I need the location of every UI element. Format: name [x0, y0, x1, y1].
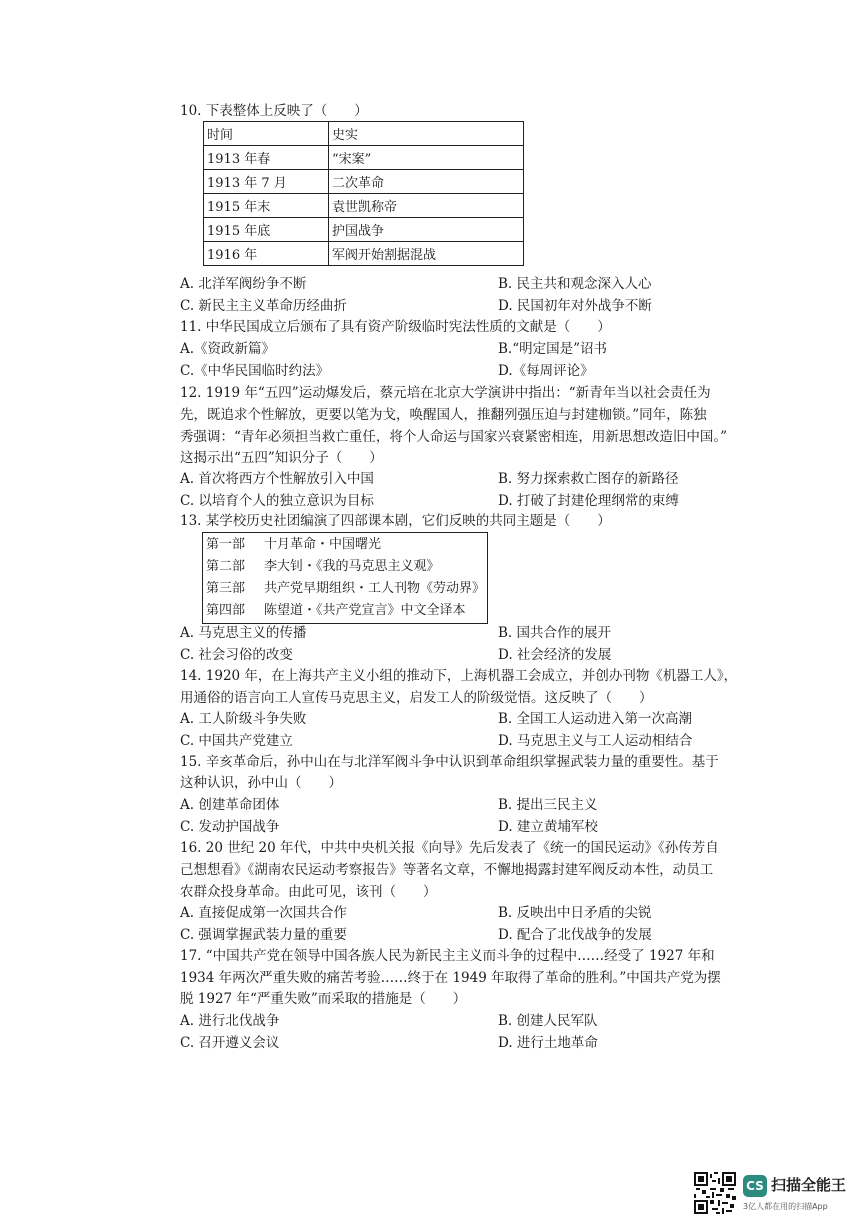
list-item [206, 557, 440, 577]
table-row [204, 194, 524, 218]
q11-stem: 11. 中华民国成立后颁布了具有资产阶级临时宪法性质的文献是（ ） [180, 319, 611, 335]
q14-option-a: A. 工人阶级斗争失败 [180, 711, 307, 727]
list-item [206, 535, 381, 555]
q12-option-d: D. 打破了封建伦理纲常的束缚 [498, 493, 679, 509]
play-title: 十月革命・中国曙光 [264, 537, 382, 552]
play-title: 陈望道・《共产党宣言》中文全译本 [264, 603, 466, 618]
table-cell: 护国战争 [329, 218, 524, 242]
table-header-cell: 时间 [204, 122, 329, 146]
q10-table [203, 121, 524, 266]
q10-option-b: B. 民主共和观念深入人心 [498, 276, 652, 292]
q16-option-c: C. 强调掌握武装力量的重要 [180, 927, 347, 943]
q15-option-d: D. 建立黄埔军校 [498, 819, 598, 835]
q13-play-list-box [202, 532, 488, 624]
table-cell: 1916 年 [204, 242, 329, 266]
list-item [206, 579, 485, 599]
table-cell: 二次革命 [329, 170, 524, 194]
q16-option-b: B. 反映出中日矛盾的尖锐 [498, 905, 652, 921]
q14-stem-line2: 用通俗的语言向工人宣传马克思主义，启发工人的阶级觉悟。这反映了（ ） [180, 690, 653, 706]
q15-stem-line1: 15. 辛亥革命后，孙中山在与北洋军阀斗争中认识到革命组织掌握武装力量的重要性。基于 [180, 754, 719, 770]
q12-stem-line3: 秀强调：“青年必须担当救亡重任，将个人命运与国家兴衰紧密相连，用新思想改造旧中国。” [180, 429, 728, 445]
q17-option-b: B. 创建人民军队 [498, 1013, 598, 1029]
q10-option-d: D. 民国初年对外战争不断 [498, 298, 652, 314]
camscanner-name: 扫描全能王 [771, 1176, 847, 1194]
q13-option-b: B. 国共合作的展开 [498, 625, 612, 641]
table-row [204, 170, 524, 194]
q15-option-c: C. 发动护国战争 [180, 819, 280, 835]
q16-stem-line1: 16. 20 世纪 20 年代，中共中央机关报《向导》先后发表了《统一的国民运动》《孙传芳自 [180, 840, 719, 856]
play-part-label: 第二部 [206, 559, 246, 574]
q17-option-c: C. 召开遵义会议 [180, 1035, 280, 1051]
q11-option-b: B.“明定国是”诏书 [498, 341, 608, 357]
table-header-row [204, 122, 524, 146]
play-part-label: 第四部 [206, 603, 246, 618]
q12-option-c: C. 以培育个人的独立意识为目标 [180, 493, 374, 509]
q15-option-b: B. 提出三民主义 [498, 797, 598, 813]
q15-option-a: A. 创建革命团体 [180, 797, 280, 813]
qr-code-icon [694, 1172, 736, 1214]
q17-option-a: A. 进行北伐战争 [180, 1013, 280, 1029]
table-cell: “宋案” [329, 146, 524, 170]
table-cell: 1915 年末 [204, 194, 329, 218]
q11-option-c: C.《中华民国临时约法》 [180, 363, 330, 379]
table-header-cell: 史实 [329, 122, 524, 146]
q16-option-d: D. 配合了北伐战争的发展 [498, 927, 652, 943]
q13-option-c: C. 社会习俗的改变 [180, 647, 293, 663]
q14-option-c: C. 中国共产党建立 [180, 733, 293, 749]
play-title: 李大钊・《我的马克思主义观》 [264, 559, 440, 574]
table-row [204, 218, 524, 242]
q15-stem-line2: 这种认识，孙中山（ ） [180, 775, 342, 791]
play-part-label: 第一部 [206, 537, 246, 552]
play-part-label: 第三部 [206, 581, 246, 596]
table-cell: 袁世凯称帝 [329, 194, 524, 218]
q12-stem-line4: 这揭示出“五四”知识分子（ ） [180, 450, 383, 466]
q12-stem-line1: 12. 1919 年“五四”运动爆发后，蔡元培在北京大学演讲中指出：“新青年当以社会责任为 [180, 385, 711, 401]
q17-option-d: D. 进行土地革命 [498, 1035, 598, 1051]
camscanner-logo: CS [743, 1175, 767, 1197]
q17-stem-line2: 1934 年两次严重失败的痛苦考验……终于在 1949 年取得了革命的胜利。”中国共产党为摆 [180, 970, 721, 986]
q11-option-a: A.《资政新篇》 [180, 341, 276, 357]
q16-stem-line3: 农群众投身革命。由此可见，该刊（ ） [180, 884, 437, 900]
q17-stem-line3: 脱 1927 年“严重失败”而采取的措施是（ ） [180, 991, 467, 1007]
table-cell: 1913 年 7 月 [204, 170, 329, 194]
camscanner-tagline: 3亿人都在用的扫描App [743, 1202, 828, 1211]
q17-stem-line1: 17. “中国共产党在领导中国各族人民为新民主主义而斗争的过程中……经受了 1927 年和 [180, 948, 715, 964]
q12-option-b: B. 努力探索救亡图存的新路径 [498, 471, 679, 487]
q14-option-b: B. 全国工人运动进入第一次高潮 [498, 711, 693, 727]
table-cell: 1915 年底 [204, 218, 329, 242]
q13-stem: 13. 某学校历史社团编演了四部课本剧，它们反映的共同主题是（ ） [180, 513, 611, 529]
q13-option-a: A. 马克思主义的传播 [180, 625, 307, 641]
q13-option-d: D. 社会经济的发展 [498, 647, 612, 663]
q14-option-d: D. 马克思主义与工人运动相结合 [498, 733, 693, 749]
q12-stem-line2: 先，既追求个性解放，更要以笔为戈，唤醒国人，推翻列强压迫与封建枷锁。”同年，陈独 [180, 407, 707, 423]
q10-option-c: C. 新民主主义革命历经曲折 [180, 298, 347, 314]
list-item [206, 601, 466, 621]
q10-option-a: A. 北洋军阀纷争不断 [180, 276, 307, 292]
q12-option-a: A. 首次将西方个性解放引入中国 [180, 471, 374, 487]
q16-option-a: A. 直接促成第一次国共合作 [180, 905, 347, 921]
table-row [204, 242, 524, 266]
q16-stem-line2: 己想想看》《湖南农民运动考察报告》等著名文章，不懈地揭露封建军阀反动本性，动员工 [180, 862, 714, 878]
table-cell: 1913 年春 [204, 146, 329, 170]
table-row [204, 146, 524, 170]
q10-stem: 10. 下表整体上反映了（ ） [180, 103, 368, 119]
q11-option-d: D.《每周评论》 [498, 363, 594, 379]
play-title: 共产党早期组织・工人刊物《劳动界》 [264, 581, 486, 596]
q14-stem-line1: 14. 1920 年，在上海共产主义小组的推动下，上海机器工会成立，并创办刊物《机器工人》， [180, 668, 738, 684]
table-cell: 军阀开始割据混战 [329, 242, 524, 266]
